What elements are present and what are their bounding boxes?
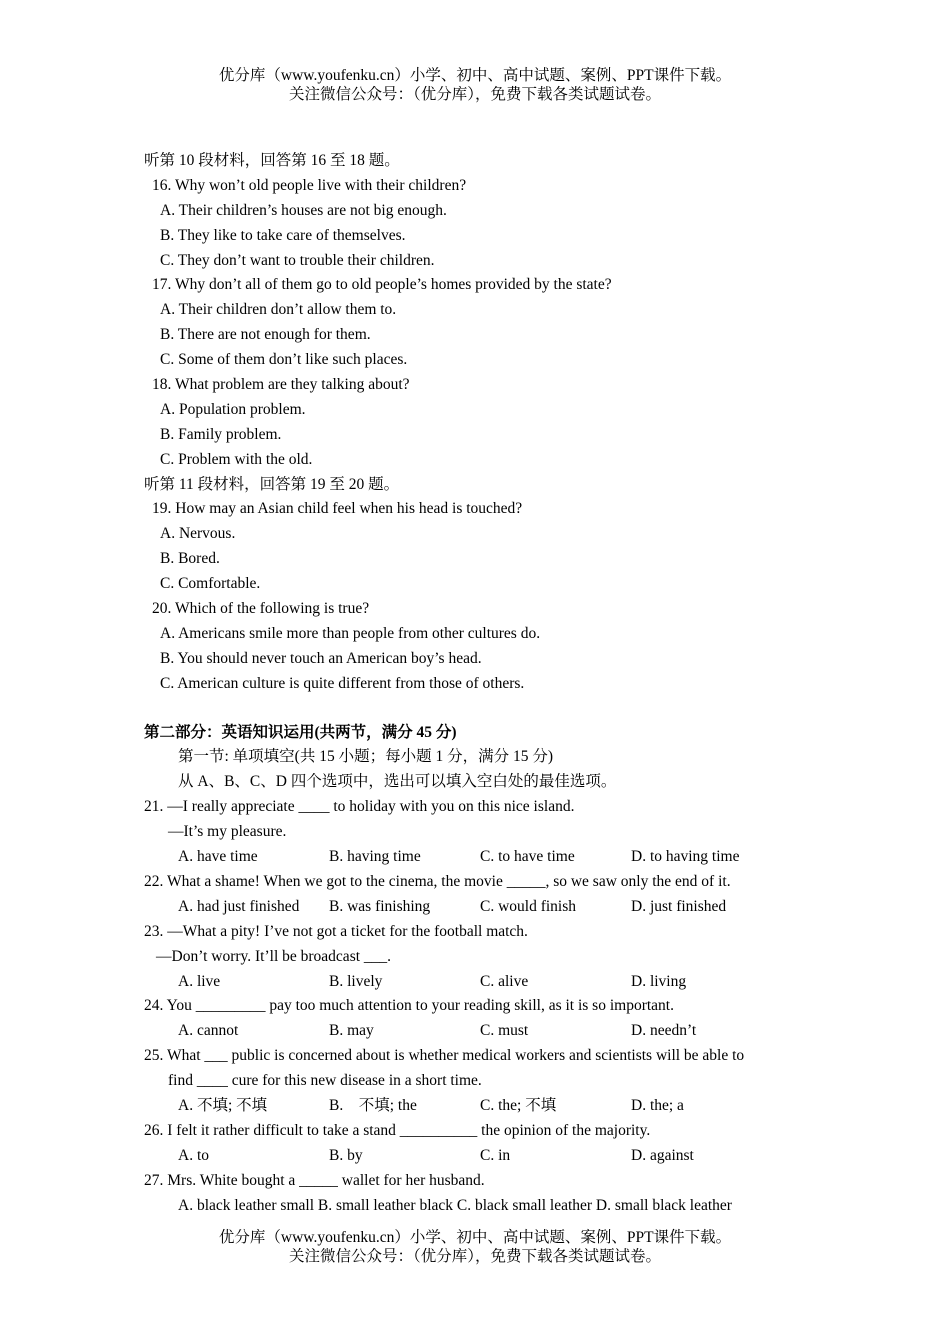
- header-line-1: 优分库（www.youfenku.cn）小学、初中、高中试题、案例、PPT课件下载。: [218, 67, 732, 84]
- option-18c: C. Problem with the old.: [160, 450, 313, 468]
- option-24d: D. needn’t: [631, 1022, 697, 1040]
- option-26c: C. in: [480, 1146, 511, 1164]
- question-20: 20. Which of the following is true?: [152, 600, 370, 618]
- option-18a: A. Population problem.: [160, 400, 306, 418]
- option-24c: C. must: [480, 1022, 529, 1040]
- question-23-reply: —Don’t worry. It’ll be broadcast ___.: [156, 947, 392, 965]
- option-16a: A. Their children’s houses are not big enough.: [160, 201, 447, 219]
- document-body: [144, 149, 824, 1218]
- option-23a: A. live: [178, 972, 221, 990]
- option-23d: D. living: [631, 972, 687, 990]
- question-16: 16. Why won’t old people live with their children?: [152, 176, 467, 194]
- option-21b: B. having time: [329, 848, 421, 866]
- part2-title: 第二部分：英语知识运用(共两节，满分 45 分): [144, 723, 457, 741]
- option-26b: B. by: [329, 1146, 363, 1164]
- section-10-intro: 听第 10 段材料，回答第 16 至 18 题。: [144, 152, 400, 169]
- option-20c: C. American culture is quite different from those of others.: [160, 674, 525, 692]
- page-footer: [0, 1228, 950, 1266]
- question-21-options: [144, 845, 824, 870]
- option-23b: B. lively: [329, 972, 383, 990]
- option-21d: D. to having time: [631, 848, 740, 866]
- option-19c: C. Comfortable.: [160, 575, 261, 593]
- option-21a: A. have time: [178, 848, 258, 866]
- option-25c: C. the; 不填: [480, 1096, 557, 1114]
- option-26d: D. against: [631, 1146, 694, 1164]
- option-22d: D. just finished: [631, 897, 727, 915]
- section1-title: 第一节: 单项填空(共 15 小题；每小题 1 分，满分 15 分): [178, 748, 554, 766]
- option-25a: A. 不填; 不填: [178, 1096, 268, 1114]
- option-17b: B. There are not enough for them.: [160, 326, 371, 344]
- option-24a: A. cannot: [178, 1022, 239, 1040]
- option-16c: C. They don’t want to trouble their children.: [160, 251, 435, 269]
- question-27-options: A. black leather small B. small leather black C. black small leather D. small black leather: [178, 1196, 732, 1214]
- question-24-options: [144, 1019, 824, 1044]
- option-22a: A. had just finished: [178, 897, 300, 915]
- question-19: 19. How may an Asian child feel when his head is touched?: [152, 500, 523, 518]
- question-18: 18. What problem are they talking about?: [152, 376, 410, 394]
- question-21-reply: —It’s my pleasure.: [168, 823, 287, 841]
- footer-line-1: 优分库（www.youfenku.cn）小学、初中、高中试题、案例、PPT课件下载。: [218, 1229, 732, 1246]
- option-22c: C. would finish: [480, 897, 577, 915]
- option-17a: A. Their children don’t allow them to.: [160, 301, 397, 319]
- question-17: 17. Why don’t all of them go to old people’s homes provided by the state?: [152, 276, 612, 294]
- question-21: 21. —I really appreciate ____ to holiday with you on this nice island.: [144, 798, 575, 816]
- option-25b: B. 不填; the: [329, 1096, 417, 1114]
- question-22: 22. What a shame! When we got to the cinema, the movie _____, so we saw only the end of it.: [144, 872, 731, 890]
- option-19a: A. Nervous.: [160, 525, 236, 543]
- question-26-options: [144, 1144, 824, 1169]
- option-24b: B. may: [329, 1022, 374, 1040]
- page-header: [0, 66, 950, 104]
- section1-instruction: 从 A、B、C、D 四个选项中，选出可以填入空白处的最佳选项。: [178, 773, 617, 791]
- question-25: 25. What ___ public is concerned about is whether medical workers and scientists will be able to: [144, 1047, 745, 1065]
- option-23c: C. alive: [480, 972, 529, 990]
- option-19b: B. Bored.: [160, 550, 220, 568]
- header-line-2: 关注微信公众号：（优分库），免费下载各类试题试卷。: [288, 86, 661, 103]
- option-16b: B. They like to take care of themselves.: [160, 226, 406, 244]
- question-23-options: [144, 970, 824, 995]
- option-21c: C. to have time: [480, 848, 575, 866]
- footer-line-2: 关注微信公众号：（优分库），免费下载各类试题试卷。: [288, 1248, 661, 1265]
- question-25-cont: find ____ cure for this new disease in a short time.: [168, 1072, 482, 1090]
- section-11-intro: 听第 11 段材料，回答第 19 至 20 题。: [144, 475, 400, 493]
- question-25-options: [144, 1094, 824, 1119]
- question-23: 23. —What a pity! I’ve not got a ticket for the football match.: [144, 922, 528, 940]
- option-25d: D. the; a: [631, 1096, 684, 1114]
- question-24: 24. You _________ pay too much attention to your reading skill, as it is so important.: [144, 997, 674, 1015]
- option-26a: A. to: [178, 1146, 209, 1164]
- question-26: 26. I felt it rather difficult to take a stand __________ the opinion of the majority.: [144, 1121, 651, 1139]
- option-20a: A. Americans smile more than people from other cultures do.: [160, 624, 541, 642]
- question-27: 27. Mrs. White bought a _____ wallet for her husband.: [144, 1171, 485, 1189]
- option-18b: B. Family problem.: [160, 425, 282, 443]
- option-20b: B. You should never touch an American boy’s head.: [160, 649, 482, 667]
- spacer: [144, 697, 824, 721]
- option-22b: B. was finishing: [329, 897, 431, 915]
- option-17c: C. Some of them don’t like such places.: [160, 351, 408, 369]
- question-22-options: [144, 895, 824, 920]
